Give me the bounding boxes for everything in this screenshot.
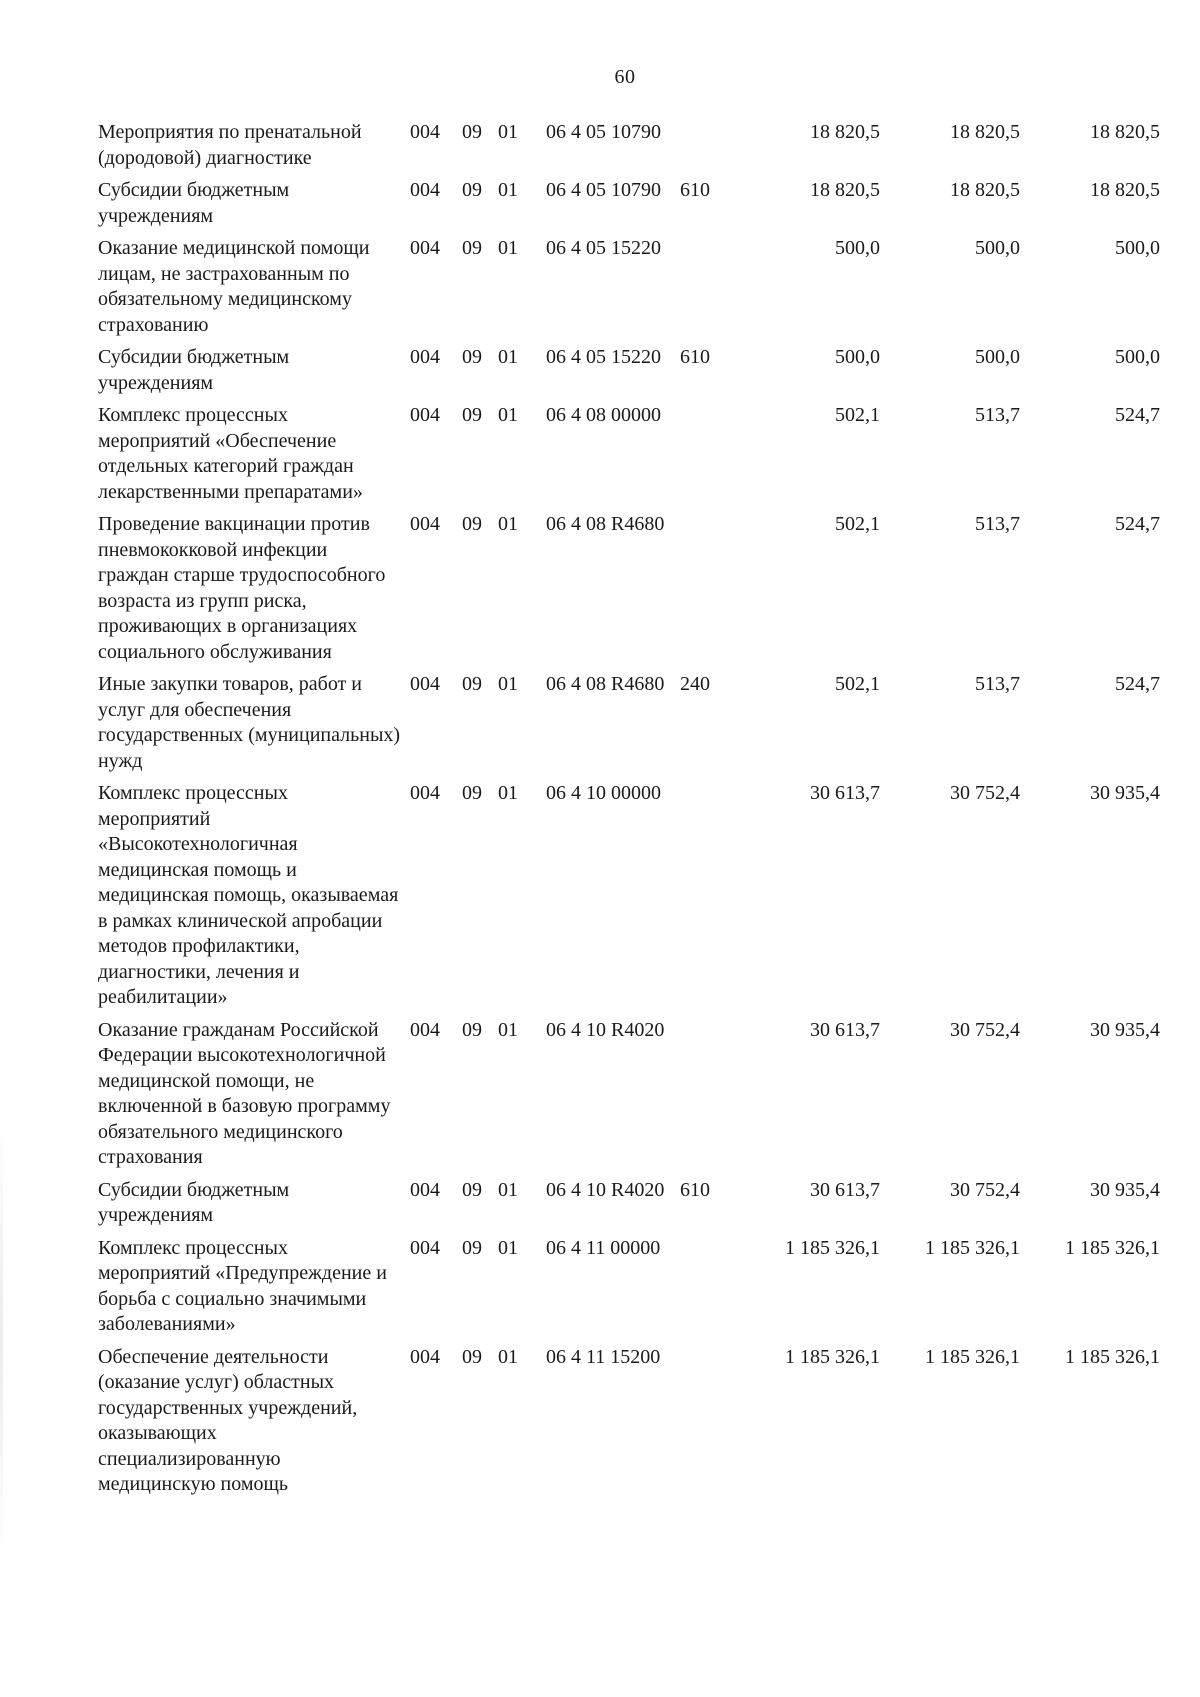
amount-year-1: 18 820,5 [810, 179, 880, 201]
amount-year-3: 18 820,5 [1090, 179, 1160, 201]
amount-year-2: 30 752,4 [950, 1178, 1020, 1201]
amount-year-3: 1 185 326,1 [1065, 1236, 1160, 1259]
target-article: 06 4 10 R4020 [546, 1178, 665, 1201]
row-name: Субсидии бюджетным учреждениям [98, 179, 290, 227]
amount-year-1: 30 613,7 [810, 1178, 880, 1201]
amount-year-2: 1 185 326,1 [925, 1345, 1020, 1368]
subsection-code: 01 [498, 346, 518, 368]
table-row [98, 1018, 1160, 1178]
table-row [98, 403, 1160, 512]
target-article: 06 4 10 00000 [546, 782, 661, 804]
row-name: Мероприятия по пренатальной (дородовой) диагностике [98, 121, 362, 169]
row-name: Оказание медицинской помощи лицам, не застрахованным по обязательному медицинскому страхованию [98, 237, 370, 336]
ministry-code: 004 [410, 1236, 440, 1259]
ministry-code: 004 [410, 1178, 440, 1201]
amount-year-2: 500,0 [975, 237, 1020, 259]
row-name: Субсидии бюджетным учреждениям [98, 346, 290, 394]
section-code: 09 [462, 404, 482, 426]
page-number: 60 [614, 66, 636, 88]
ministry-code: 004 [410, 346, 440, 368]
table-row [98, 1345, 1160, 1505]
ministry-code: 004 [410, 1018, 440, 1041]
amount-year-1: 1 185 326,1 [785, 1345, 880, 1368]
section-code: 09 [462, 513, 482, 535]
table-row [98, 1236, 1160, 1345]
target-article: 06 4 05 15220 [546, 346, 661, 368]
table-row [98, 345, 1160, 403]
amount-year-1: 18 820,5 [810, 121, 880, 143]
subsection-code: 01 [498, 782, 518, 804]
amount-year-1: 502,1 [835, 404, 880, 426]
table-row [98, 1178, 1160, 1236]
amount-year-1: 500,0 [835, 346, 880, 368]
target-article: 06 4 05 10790 [546, 179, 661, 201]
target-article: 06 4 10 R4020 [546, 1018, 665, 1041]
section-code: 09 [462, 179, 482, 201]
target-article: 06 4 11 00000 [546, 1236, 661, 1259]
scan-edge-shadow [0, 1120, 3, 1560]
target-article: 06 4 11 15200 [546, 1345, 661, 1368]
expense-kind [680, 1236, 730, 1345]
amount-year-3: 18 820,5 [1090, 121, 1160, 143]
table-row [98, 781, 1160, 1018]
amount-year-1: 30 613,7 [810, 1018, 880, 1041]
amount-year-1: 1 185 326,1 [785, 1236, 880, 1259]
table-body [98, 120, 1160, 1505]
target-article: 06 4 05 10790 [546, 121, 661, 143]
expense-kind [680, 781, 730, 1018]
section-code: 09 [462, 1018, 482, 1041]
target-article: 06 4 08 R4680 [546, 673, 665, 695]
expense-kind: 610 [680, 179, 710, 201]
subsection-code: 01 [498, 1018, 518, 1041]
amount-year-2: 1 185 326,1 [925, 1236, 1020, 1259]
ministry-code: 004 [410, 121, 440, 143]
table-row [98, 178, 1160, 236]
row-name: Проведение вакцинации против пневмококковой инфекции граждан старше трудоспособного возраста из групп риска, проживающих в организациях социального обслуживания [98, 513, 386, 663]
ministry-code: 004 [410, 179, 440, 201]
amount-year-3: 524,7 [1115, 404, 1160, 426]
amount-year-3: 1 185 326,1 [1065, 1345, 1160, 1368]
ministry-code: 004 [410, 237, 440, 259]
row-name: Комплекс процессных мероприятий «Высокотехнологичная медицинская помощь и медицинская помощь, оказываемая в рамках клинической апробации методов профилактики, диагностики, лечения и реабилитации» [98, 782, 399, 1008]
subsection-code: 01 [498, 513, 518, 535]
budget-table [98, 120, 1160, 1505]
row-name: Иные закупки товаров, работ и услуг для обеспечения государственных (муниципальных) нужд [98, 673, 401, 772]
target-article: 06 4 08 R4680 [546, 513, 665, 535]
section-code: 09 [462, 121, 482, 143]
table-row [98, 512, 1160, 672]
amount-year-2: 30 752,4 [950, 1018, 1020, 1041]
subsection-code: 01 [498, 673, 518, 695]
amount-year-3: 500,0 [1115, 237, 1160, 259]
table-row [98, 236, 1160, 345]
expense-kind: 610 [680, 346, 710, 368]
section-code: 09 [462, 782, 482, 804]
amount-year-3: 30 935,4 [1090, 1178, 1160, 1201]
amount-year-3: 524,7 [1115, 673, 1160, 695]
section-code: 09 [462, 346, 482, 368]
subsection-code: 01 [498, 1345, 518, 1368]
section-code: 09 [462, 1178, 482, 1201]
section-code: 09 [462, 1345, 482, 1368]
expense-kind: 240 [680, 673, 710, 695]
amount-year-3: 30 935,4 [1090, 782, 1160, 804]
ministry-code: 004 [410, 782, 440, 804]
row-name: Субсидии бюджетным учреждениям [98, 1178, 290, 1226]
subsection-code: 01 [498, 121, 518, 143]
amount-year-2: 18 820,5 [950, 179, 1020, 201]
subsection-code: 01 [498, 1236, 518, 1259]
target-article: 06 4 08 00000 [546, 404, 661, 426]
amount-year-1: 500,0 [835, 237, 880, 259]
amount-year-2: 513,7 [975, 673, 1020, 695]
expense-kind [680, 1018, 730, 1178]
amount-year-3: 500,0 [1115, 346, 1160, 368]
section-code: 09 [462, 1236, 482, 1259]
subsection-code: 01 [498, 179, 518, 201]
section-code: 09 [462, 673, 482, 695]
expense-kind: 610 [680, 1178, 710, 1201]
target-article: 06 4 05 15220 [546, 237, 661, 259]
amount-year-2: 500,0 [975, 346, 1020, 368]
expense-kind [680, 1345, 730, 1505]
subsection-code: 01 [498, 404, 518, 426]
ministry-code: 004 [410, 513, 440, 535]
ministry-code: 004 [410, 404, 440, 426]
expense-kind [680, 236, 730, 345]
amount-year-2: 18 820,5 [950, 121, 1020, 143]
row-name: Обеспечение деятельности (оказание услуг) областных государственных учреждений, оказывающих специализированную медицинскую помощь [98, 1345, 358, 1495]
ministry-code: 004 [410, 673, 440, 695]
ministry-code: 004 [410, 1345, 440, 1368]
amount-year-3: 30 935,4 [1090, 1018, 1160, 1041]
expense-kind [680, 120, 730, 178]
subsection-code: 01 [498, 237, 518, 259]
table-row [98, 120, 1160, 178]
amount-year-3: 524,7 [1115, 513, 1160, 535]
subsection-code: 01 [498, 1178, 518, 1201]
expense-kind [680, 512, 730, 672]
amount-year-1: 502,1 [835, 513, 880, 535]
amount-year-2: 513,7 [975, 513, 1020, 535]
row-name: Комплекс процессных мероприятий «Обеспечение отдельных категорий граждан лекарственными препаратами» [98, 404, 363, 503]
section-code: 09 [462, 237, 482, 259]
table-row [98, 672, 1160, 781]
amount-year-1: 30 613,7 [810, 782, 880, 804]
row-name: Комплекс процессных мероприятий «Предупреждение и борьба с социально значимыми заболеваниями» [98, 1236, 387, 1335]
expense-kind [680, 403, 730, 512]
row-name: Оказание гражданам Российской Федерации высокотехнологичной медицинской помощи, не включенной в базовую программу обязательного медицинского страхования [98, 1018, 391, 1168]
amount-year-1: 502,1 [835, 673, 880, 695]
amount-year-2: 30 752,4 [950, 782, 1020, 804]
amount-year-2: 513,7 [975, 404, 1020, 426]
